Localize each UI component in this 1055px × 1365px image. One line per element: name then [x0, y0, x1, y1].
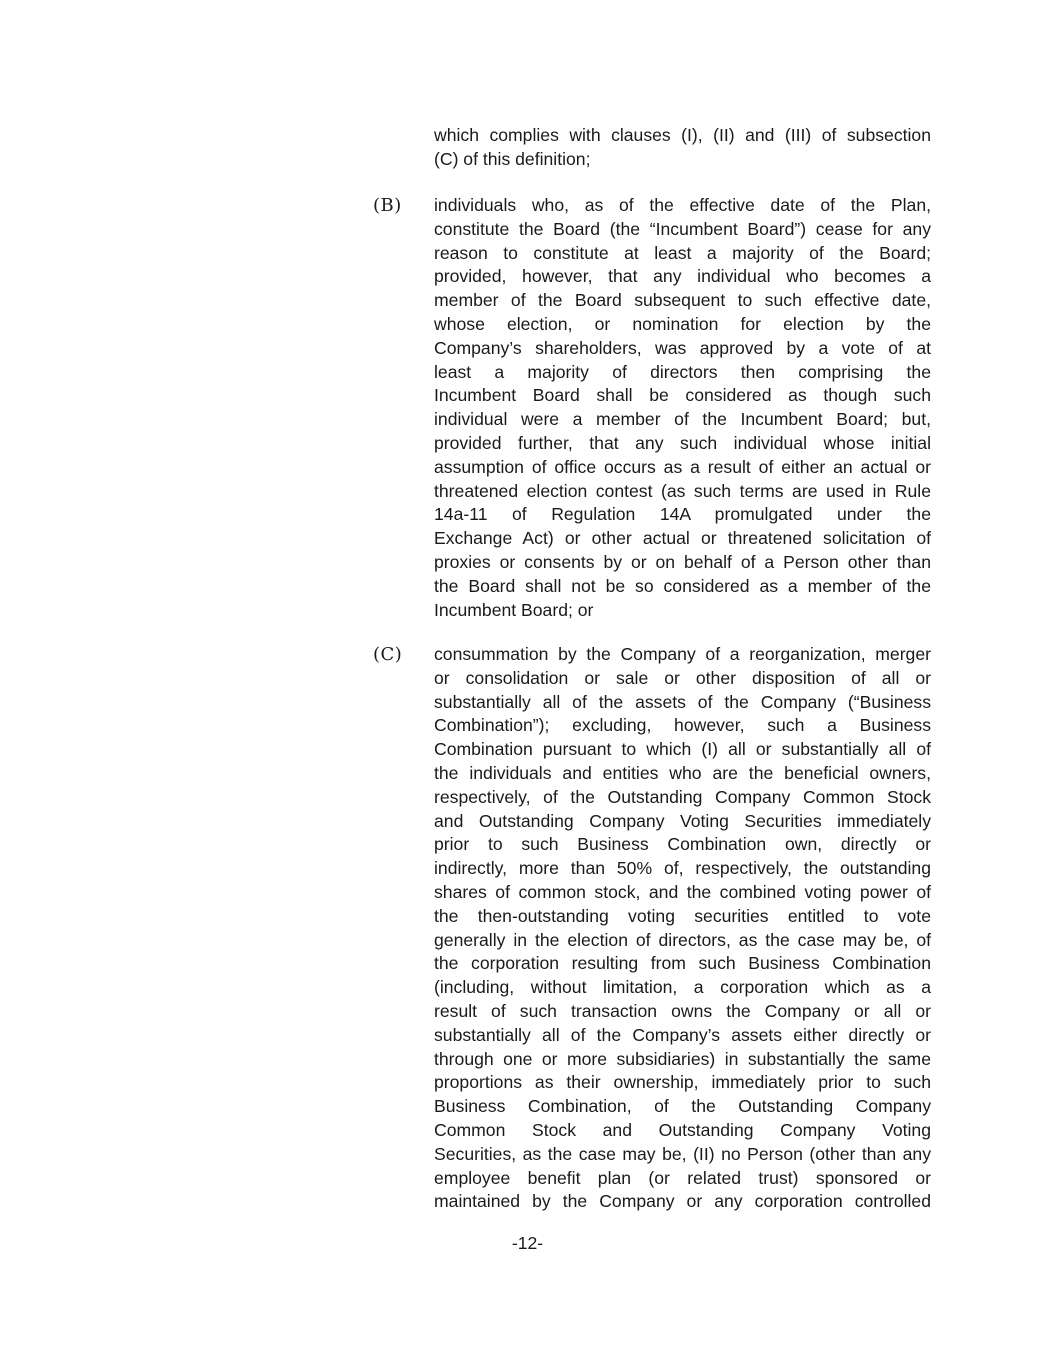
text-line: assumption of office occurs as a result of either an actual or	[434, 456, 931, 477]
text-line: individuals who, as of the effective date of the Plan,	[434, 195, 931, 215]
text-line: generally in the election of directors, as the case may be, of	[434, 929, 931, 950]
text-line: through one or more subsidiaries) in substantially the same	[434, 1048, 931, 1069]
text-line: provided further, that any such individual whose initial	[434, 432, 931, 453]
clause-label-b: (B)	[373, 195, 402, 216]
clause-label-c: (C)	[373, 644, 403, 665]
continuation-paragraph	[434, 124, 931, 172]
text-line: member of the Board subsequent to such effective date,	[434, 290, 931, 311]
text-line: or consolidation or sale or other disposition of all or	[434, 667, 931, 688]
text-line: (C) of this definition;	[434, 148, 591, 169]
text-line: prior to such Business Combination own, directly or	[434, 834, 931, 855]
text-line: consummation by the Company of a reorganization, merger	[434, 644, 931, 664]
text-line: which complies with clauses (I), (II) and (III) of subsection	[434, 125, 931, 145]
clause-c-paragraph	[434, 643, 931, 1214]
text-line: respectively, of the Outstanding Company Common Stock	[434, 786, 931, 807]
text-line: employee benefit plan (or related trust) sponsored or	[434, 1167, 931, 1188]
text-line: Incumbent Board; or	[434, 599, 594, 620]
text-line: Combination pursuant to which (I) all or substantially all of	[434, 739, 931, 760]
text-line: 14a-11 of Regulation 14A promulgated under the	[434, 504, 931, 525]
text-line: shares of common stock, and the combined voting power of	[434, 881, 931, 902]
text-line: indirectly, more than 50% of, respectively, the outstanding	[434, 858, 931, 879]
text-line: whose election, or nomination for election by the	[434, 313, 931, 334]
text-line: the individuals and entities who are the beneficial owners,	[434, 762, 931, 783]
text-line: maintained by the Company or any corporation controlled	[434, 1191, 931, 1212]
text-line: the corporation resulting from such Business Combination	[434, 953, 931, 974]
text-line: Common Stock and Outstanding Company Voting	[434, 1119, 931, 1140]
text-line: reason to constitute at least a majority of the Board;	[434, 242, 931, 263]
text-line: the Board shall not be so considered as a member of the	[434, 575, 931, 596]
text-line: (including, without limitation, a corporation which as a	[434, 977, 931, 998]
text-line: Incumbent Board shall be considered as though such	[434, 385, 931, 406]
text-line: result of such transaction owns the Company or all or	[434, 1000, 931, 1021]
text-line: substantially all of the assets of the Company (“Business	[434, 691, 931, 712]
text-line: Securities, as the case may be, (II) no Person (other than any	[434, 1143, 931, 1164]
text-line: provided, however, that any individual who becomes a	[434, 266, 931, 287]
text-line: Exchange Act) or other actual or threatened solicitation of	[434, 528, 931, 549]
text-line: the then-outstanding voting securities entitled to vote	[434, 905, 931, 926]
text-line: Business Combination, of the Outstanding Company	[434, 1096, 931, 1117]
text-line: and Outstanding Company Voting Securities immediately	[434, 810, 931, 831]
text-line: substantially all of the Company’s assets either directly or	[434, 1024, 931, 1045]
page-number: -12-	[511, 1233, 544, 1253]
text-line: Company’s shareholders, was approved by a vote of at	[434, 337, 931, 358]
text-line: least a majority of directors then comprising the	[434, 361, 931, 382]
text-line: individual were a member of the Incumbent Board; but,	[434, 409, 931, 430]
text-line: threatened election contest (as such terms are used in Rule	[434, 480, 931, 501]
text-line: constitute the Board (the “Incumbent Board”) cease for any	[434, 218, 931, 239]
text-line: Combination”); excluding, however, such a Business	[434, 715, 931, 736]
text-line: proportions as their ownership, immediately prior to such	[434, 1072, 931, 1093]
text-line: proxies or consents by or on behalf of a Person other than	[434, 551, 931, 572]
clause-b-paragraph	[434, 194, 931, 622]
